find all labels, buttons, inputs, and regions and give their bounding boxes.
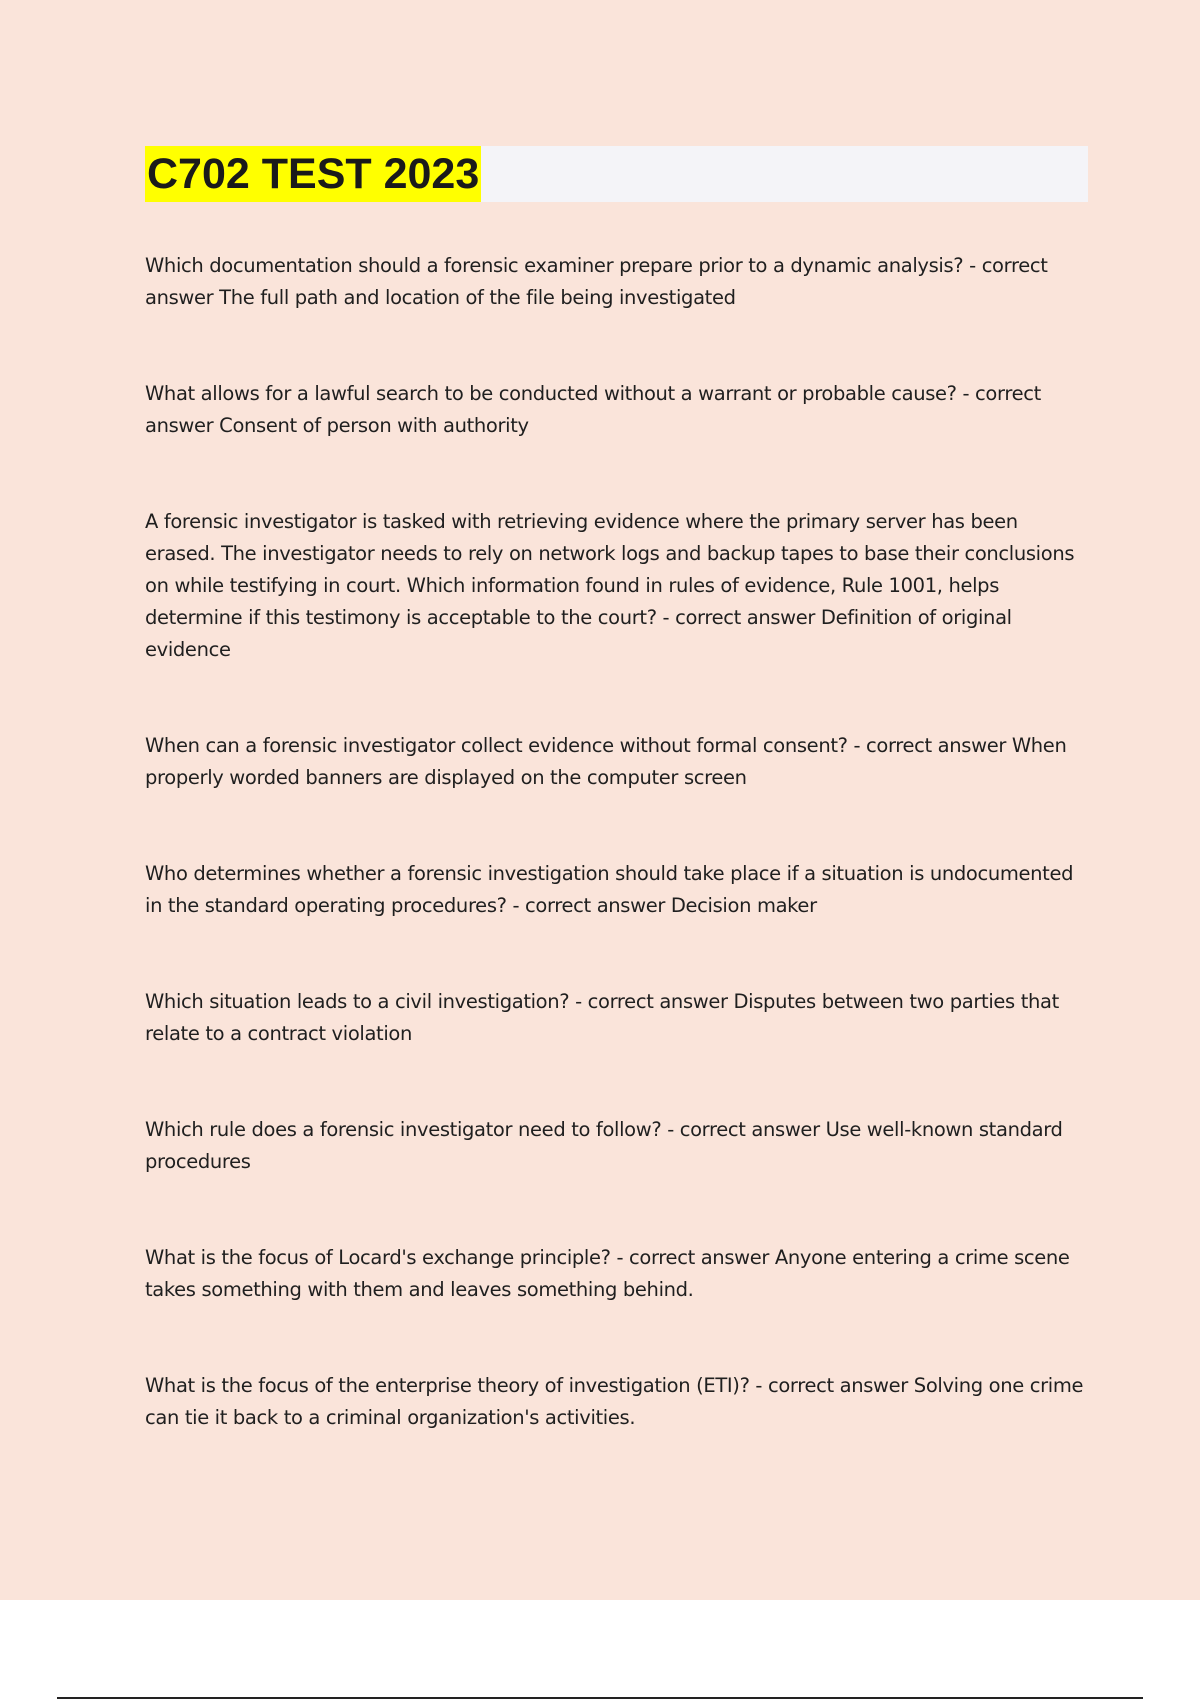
qa-item: What allows for a lawful search to be conducted without a warrant or probable cause? - correct answer Consent of person with authority bbox=[145, 382, 1041, 437]
qa-item: Which rule does a forensic investigator need to follow? - correct answer Use well-known standard procedures bbox=[145, 1118, 1063, 1173]
qa-item: What is the focus of Locard's exchange principle? - correct answer Anyone entering a crime scene takes something with them and leaves something behind. bbox=[145, 1246, 1070, 1301]
qa-item: What is the focus of the enterprise theory of investigation (ETI)? - correct answer Solving one crime can tie it back to a criminal organization's activities. bbox=[145, 1374, 1084, 1429]
qa-item: Which documentation should a forensic examiner prepare prior to a dynamic analysis? - correct answer The full path and location of the file being investigated bbox=[145, 254, 1048, 309]
qa-item: A forensic investigator is tasked with retrieving evidence where the primary server has been erased. The investigator needs to rely on network logs and backup tapes to base their conclusions on while testifying in court. Which information found in rules of evidence, Rule 1001, helps determine if this testimony is acceptable to the court? - correct answer Definition of original evidence bbox=[145, 510, 1075, 661]
footer-divider bbox=[57, 1697, 1143, 1699]
qa-item: Who determines whether a forensic investigation should take place if a situation is undocumented in the standard operating procedures? - correct answer Decision maker bbox=[145, 862, 1074, 917]
qa-item: Which situation leads to a civil investigation? - correct answer Disputes between two parties that relate to a contract violation bbox=[145, 990, 1059, 1045]
qa-item: When can a forensic investigator collect evidence without formal consent? - correct answer When properly worded banners are displayed on the computer screen bbox=[145, 734, 1067, 789]
question-answer-list bbox=[145, 250, 1090, 1434]
page-title: C702 TEST 2023 bbox=[145, 146, 481, 202]
title-bar bbox=[145, 146, 1088, 202]
